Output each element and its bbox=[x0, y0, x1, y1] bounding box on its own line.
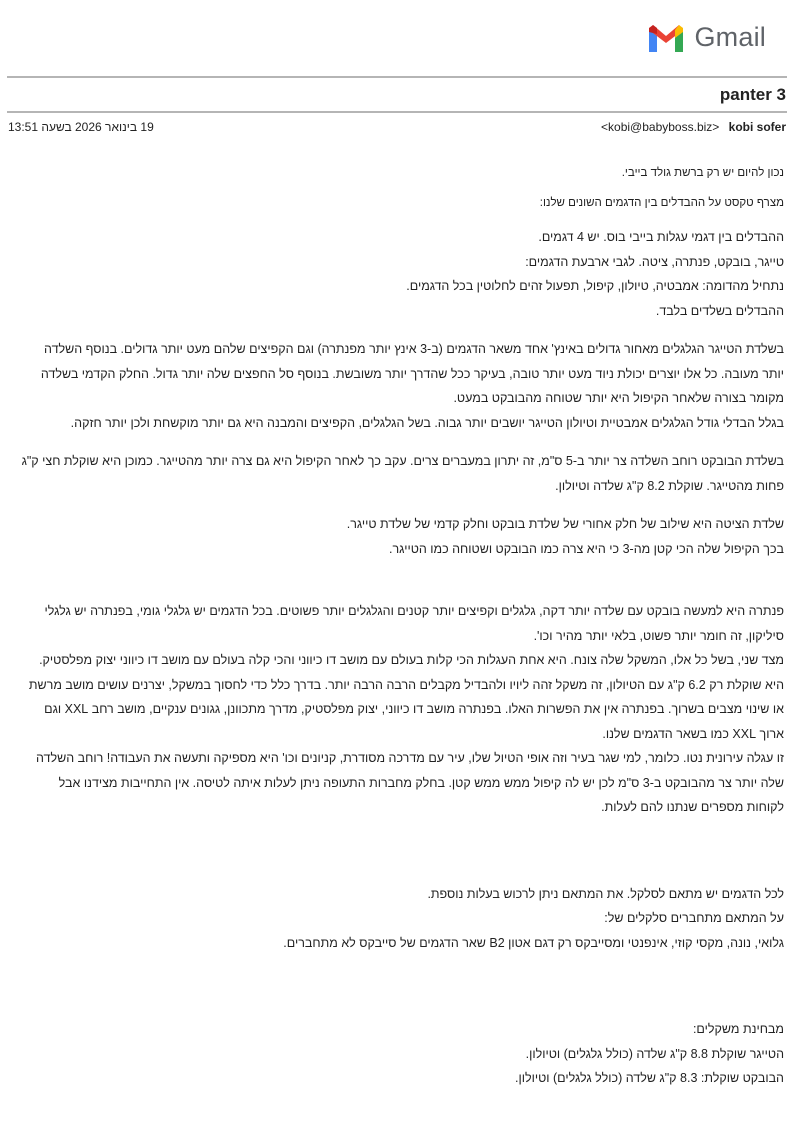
text-line: גלואי, נונה, מקסי קוזי, אינפנטי ומסייבקס רק דגם אטון B2 שאר הדגמים של סייבקס לא מתחברים. bbox=[283, 935, 784, 950]
intro-line: מצרף טקסט על ההבדלים בין הדגמים השונים שלנו: bbox=[539, 197, 784, 209]
header-divider bbox=[7, 76, 787, 78]
paragraph-cheetah bbox=[20, 512, 784, 561]
text-line: שלדת הציטה היא שילוב של חלק אחורי של שלדת בובקט וחלק קדמי של שלדת טייגר. bbox=[346, 517, 784, 531]
text-line: טייגר, בובקט, פנתרה, ציטה. לגבי ארבעת הדגמים: bbox=[525, 254, 784, 269]
gmail-wordmark: Gmail bbox=[694, 21, 766, 52]
email-subject: panter 3 bbox=[719, 85, 786, 104]
text-line: לכל הדגמים יש מתאם לסלקל. את המתאם ניתן לרכוש בעלות נוספת. bbox=[427, 886, 784, 901]
sender-name: kobi sofer bbox=[728, 120, 786, 134]
text-line: נתחיל מהדומה: אמבטיה, טיולון, קיפול, תפעול זהים לחלוטין בכל הדגמים. bbox=[406, 279, 784, 293]
text-line: בשלדת הטייגר הגלגלים מאחור גדולים באינץ' אחד משאר הדגמים (ב-3 אינץ יותר מפנתרה) וגם הקפיצים שלהם מעט יותר גדולים. בנוסף השלדה יותר מעובה. כל אלו יוצרים יכולת ניוד מעט יותר טובה, בעיקר ככל שהדרך יותר משובשת. בנוסף סל החפצים שלה יותר גדול. החלק הקדמי בשלדה מקומר בצורה שלאחר הקיפול היא יותר שטוחה מהבובקט במעט. bbox=[40, 342, 784, 405]
text-line: פנתרה היא למעשה בובקט עם שלדה יותר דקה, גלגלים וקפיצים יותר קטנים והגלגלים יותר פשוטים. בכל הדגמים יש גלגלי גומי, בפנתרה יש גלגלי סיליקון, זה חומר יותר פשוט, בלאי יותר מהיר וכו'. bbox=[44, 604, 784, 643]
paragraph-panthera bbox=[20, 599, 784, 820]
paragraph-tiger bbox=[20, 337, 784, 435]
text-line: ההבדלים בין דגמי עגלות בייבי בוס. יש 4 דגמים. bbox=[538, 230, 784, 244]
paragraph-weights bbox=[20, 1017, 784, 1091]
text-line: מבחינת משקלים: bbox=[692, 1022, 784, 1036]
paragraph-bobcat bbox=[20, 449, 784, 498]
email-date: 19 בינואר 2026 בשעה 13:51 bbox=[8, 120, 154, 134]
sender-email[interactable]: <kobi@babyboss.biz> bbox=[601, 120, 720, 134]
gmail-m-icon bbox=[646, 22, 686, 52]
gmail-logo bbox=[646, 20, 766, 54]
text-line: הטייגר שוקלת 8.8 ק"ג שלדה (כולל גלגלים) וטיולון. bbox=[525, 1046, 784, 1061]
email-body bbox=[20, 165, 784, 1105]
text-line: על המתאם מתחברים סלקלים של: bbox=[604, 911, 784, 925]
text-line: מצד שני, בשל כל אלו, המשקל שלה צונח. היא אחת העגלות הכי קלות בעולם עם מושב דו כיווני והכי קלה בעולם עם מושב דו כיווני יצוק מפלסטיק. היא שוקלת רק 6.2 ק"ג עם הטיולון, זה משקל זהה ליויו ולהבדיל מקבלים הרבה הרבה יותר. בדרך כלל כדי לחסוך במשקל, יצרנים עושים מושב מרשת או שינוי מצבים בשרוך. בפנתרה אין את הפשרות האלו. בפנתרה מושב דו כיווני, יצוק מפלסטיק, מדרך מתכוונן, גגונים ענקיים, מושב רחב XXL וגם ארוך XXL כמו בשאר הדגמים שלנו. bbox=[28, 653, 784, 741]
text-line: בכך הקיפול שלה הכי קטן מה-3 כי היא צרה כמו הבובקט ושטוחה כמו הטייגר. bbox=[389, 541, 784, 556]
text-line: הבובקט שוקלת: 8.3 ק"ג שלדה (כולל גלגלים) וטיולון. bbox=[515, 1071, 784, 1085]
email-meta bbox=[8, 120, 786, 136]
sender bbox=[601, 120, 786, 134]
subject-divider bbox=[7, 111, 787, 113]
paragraph-adapter bbox=[20, 882, 784, 956]
text-line: בגלל הבדלי גודל הגלגלים אמבטיית וטיולון הטייגר יושבים יותר גבוה. בשל הגלגלים, הקפיצים והמבנה היא גם יותר מוקשחת ולכן יותר חזקה. bbox=[70, 415, 784, 430]
text-line: זו עגלה עירונית נטו. כלומר, למי שגר בעיר וזה אופי הטיול שלו, עיר עם מדרכה מסודרת, קניונים וכו' היא מספיקה ותעשה את העבודה! רוחב השלדה שלה יותר צר מהבובקט ב-3 ס"מ לכן יש לה קיפול ממש ממש קטן. בחלק מחברות התעופה ניתן לעלות איתה לטיסה. אין התחייבות מצידנו אבל לקוחות מספרים שנתנו להם לעלות. bbox=[36, 751, 784, 814]
intro bbox=[20, 165, 784, 211]
intro-line: נכון להיום יש רק ברשת גולד בייבי. bbox=[621, 167, 784, 179]
paragraph-models-overview bbox=[20, 225, 784, 323]
text-line: בשלדת הבובקט רוחב השלדה צר יותר ב-5 ס"מ, זה יתרון במעברים צרים. עקב כך לאחר הקיפול היא גם צרה יותר מהטייגר. כמוכן היא שוקלת חצי ק"ג פחות מהטייגר. שוקלת 8.2 ק"ג שלדה וטיולון. bbox=[21, 454, 784, 493]
text-line: ההבדלים בשלדים בלבד. bbox=[655, 303, 784, 318]
